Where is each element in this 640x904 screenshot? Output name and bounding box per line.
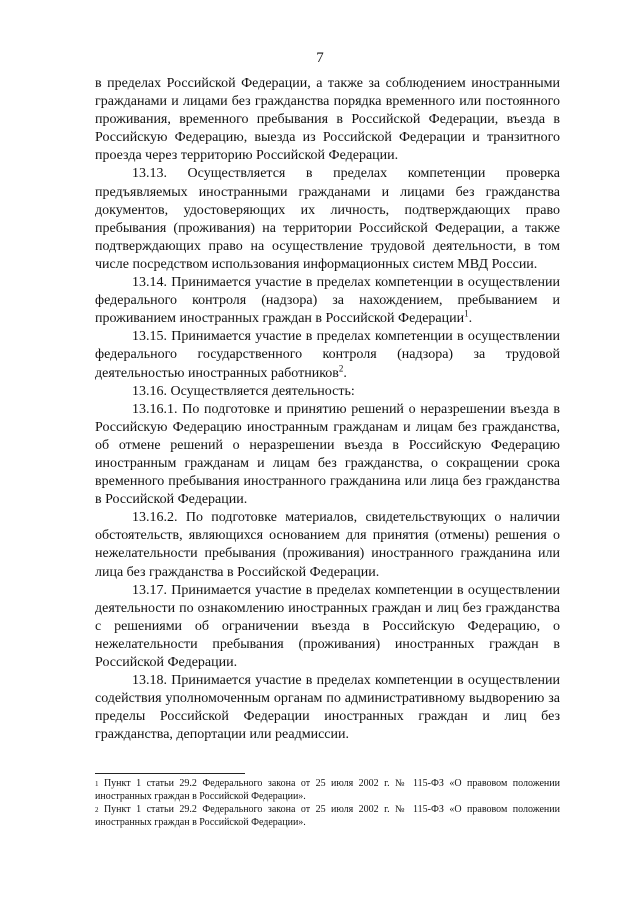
paragraph-13-15-text: 13.15. Принимается участие в пределах компетенции в осуществлении федерального государственного контроля (надзора) за трудовой деятельностью иностранных работников xyxy=(95,329,560,381)
paragraph-13-14-end: . xyxy=(468,311,473,327)
footnotes xyxy=(95,778,560,830)
footnote-separator xyxy=(95,773,245,774)
footnote-text-1: Пункт 1 статьи 29.2 Федерального закона от 25 июля 2002 г. № 115-ФЗ «О правовом положении иностранных граждан в Российской Федерации». xyxy=(95,778,560,802)
paragraph-13-14-text: 13.14. Принимается участие в пределах компетенции в осуществлении федерального контроля (надзора) за нахождением, пребыванием и проживанием иностранных граждан в Российской Федерации xyxy=(95,275,560,327)
paragraph-13-15 xyxy=(95,328,560,382)
paragraph-continuation: в пределах Российской Федерации, а также за соблюдением иностранными гражданами и лицами без гражданства порядка временного или постоянного проживания, временного пребывания в Российской Федерации, въезда в Российскую Федерацию, выезда из Российской Федерации и транзитного проезда через территорию Российской Федерации. xyxy=(95,76,560,164)
paragraph-13-14 xyxy=(95,274,560,328)
body-text xyxy=(95,75,560,744)
footnote-2 xyxy=(95,804,560,829)
footnote-text-2: Пункт 1 статьи 29.2 Федерального закона от 25 июля 2002 г. № 115-ФЗ «О правовом положении иностранных граждан в Российской Федерации». xyxy=(95,804,560,828)
footnote-mark-1: 1 xyxy=(95,780,99,788)
paragraph-13-13: 13.13. Осуществляется в пределах компетенции проверка предъявляемых иностранными гражданами и лицами без гражданства документов, удостоверяющих их личность, подтверждающих право пребывания (проживания) на территории Российской Федерации, а также подтверждающих право на осуществление трудовой деятельности, в том числе посредством использования информационных систем МВД России. xyxy=(95,166,560,272)
page-number: 7 xyxy=(316,50,324,66)
paragraph-13-16-1: 13.16.1. По подготовке и принятию решений о неразрешении въезда в Российскую Федерацию иностранным гражданам и лицам без гражданства, об отмене решений о неразрешении въезда в Российскую Федерацию иностранным гражданам и лицам без гражданства, о сокращении срока временного пребывания иностранного гражданина или лица без гражданства в Российской Федерации. xyxy=(95,401,560,508)
footnote-mark-2: 2 xyxy=(95,806,99,814)
footnote-1 xyxy=(95,778,560,803)
paragraph-13-18: 13.18. Принимается участие в пределах компетенции в осуществлении содействия уполномоченным органам по административному выдворению за пределы Российской Федерации иностранных граждан и лиц без гражданства, депортации или реадмиссии. xyxy=(95,673,560,743)
paragraph-13-16: 13.16. Осуществляется деятельность: xyxy=(132,383,355,399)
paragraph-13-17: 13.17. Принимается участие в пределах компетенции в осуществлении деятельности по ознакомлению иностранных граждан и лиц без гражданства с решениями об ограничении въезда в Российскую Федерацию, о нежелательности пребывания (проживания) иностранных граждан в Российской Федерации. xyxy=(95,582,560,670)
paragraph-13-15-end: . xyxy=(343,365,347,381)
footnote-ref-2: 2 xyxy=(338,362,344,373)
paragraph-13-16-2: 13.16.2. По подготовке материалов, свидетельствующих о наличии обстоятельств, являющихся основанием для принятия (отмены) решения о нежелательности пребывания (проживания) иностранного гражданина или лица без гражданства в Российской Федерации. xyxy=(95,510,560,580)
footnote-ref-1: 1 xyxy=(464,308,469,319)
